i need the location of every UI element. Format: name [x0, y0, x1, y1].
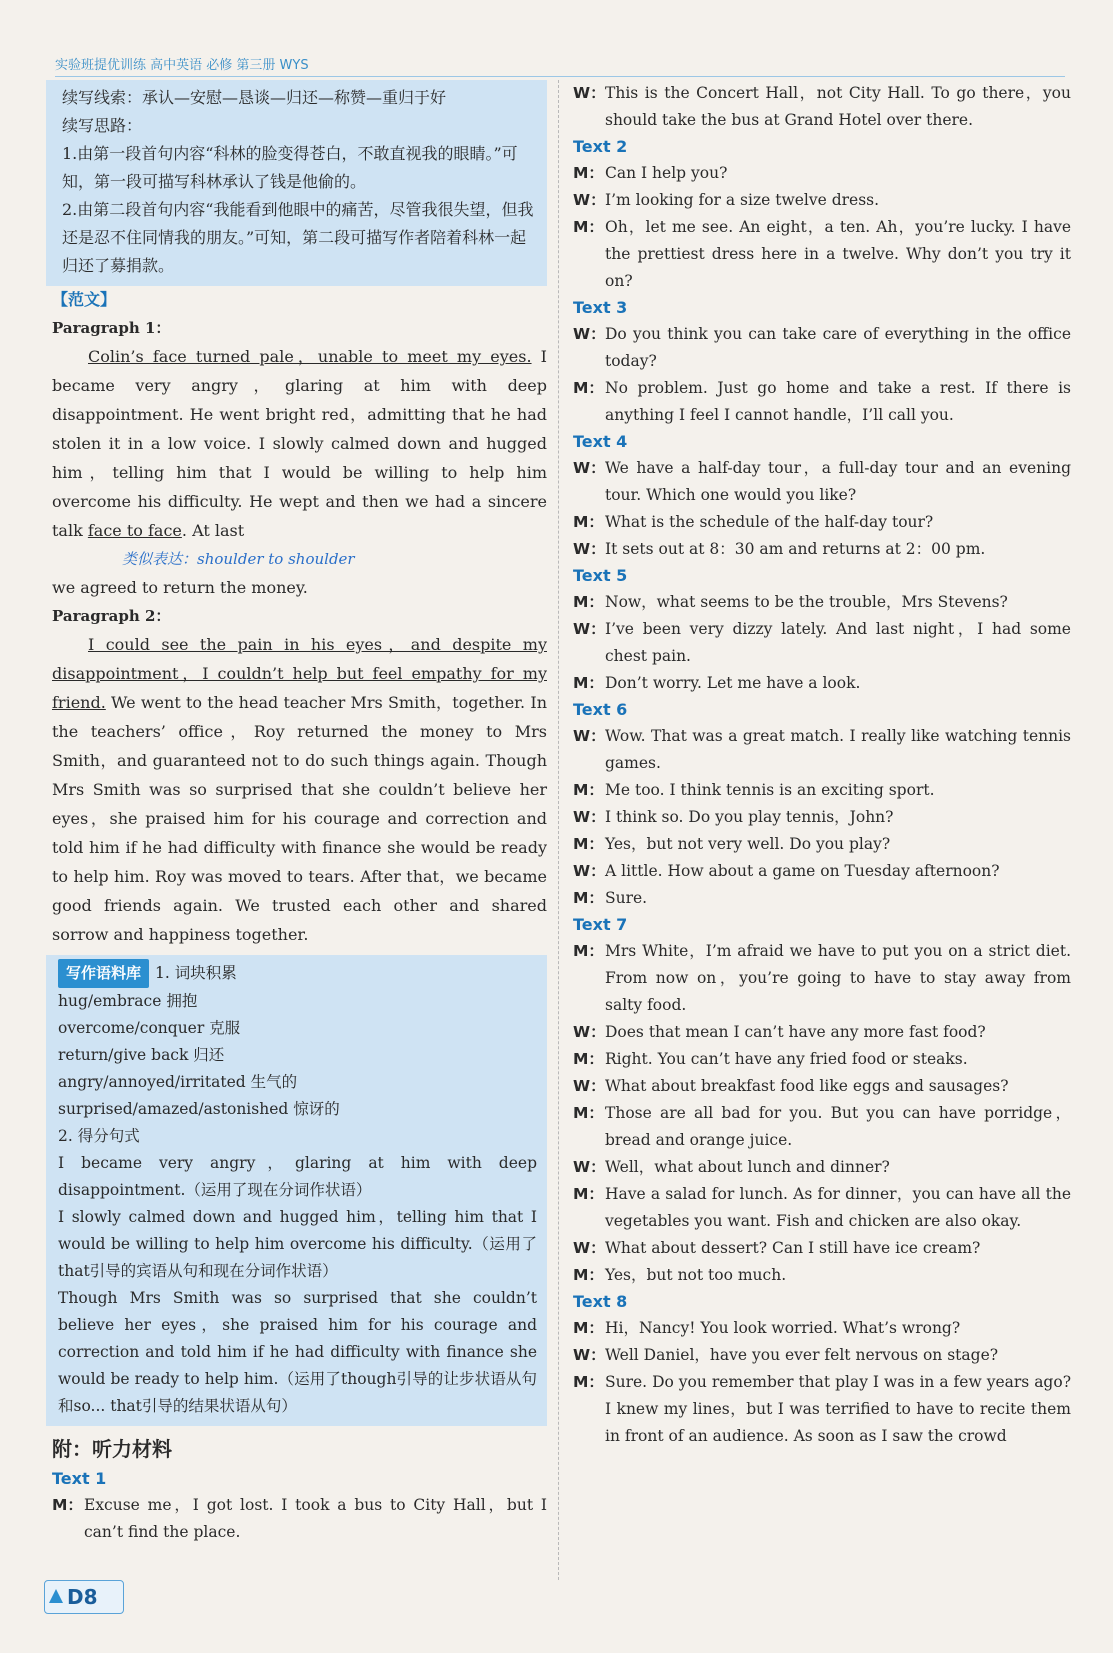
- clue-line: 续写思路：: [62, 116, 143, 135]
- speaker: M：: [573, 164, 604, 182]
- speaker: M：: [573, 593, 604, 611]
- utterance: Well，what about lunch and dinner?: [605, 1158, 890, 1176]
- utterance: Those are all bad for you. But you can have porridge，bread and orange juice.: [605, 1104, 1071, 1149]
- text-title: Text 8: [573, 1292, 628, 1311]
- dialogue-line: [573, 616, 1071, 670]
- dialogue-line: [573, 804, 1071, 831]
- utterance: Sure.: [605, 889, 648, 907]
- speaker: M：: [573, 674, 604, 692]
- text-title: Text 3: [573, 298, 628, 317]
- running-header: 实验班提优训练 高中英语 必修 第三册 WYS: [55, 54, 1065, 77]
- p1-tail: . At last: [181, 521, 245, 540]
- dialogue-line: [573, 187, 1071, 214]
- dialogue-line: [573, 160, 1071, 187]
- dialogue-line: [573, 831, 1071, 858]
- utterance: Can I help you?: [605, 164, 728, 182]
- p1-body: I became very angry，glaring at him with deep disappointment. He went bright red，admitting that he had stolen it in a low voice. I slowly calmed down and hugged him，telling him that I would be willing to help him overcome his difficulty. He wept and then we had a sincere talk: [52, 347, 547, 540]
- utterance: I’ve been very dizzy lately. And last night，I had some chest pain.: [605, 620, 1071, 665]
- utterance: Yes，but not too much.: [605, 1266, 787, 1284]
- paragraph-2-title: Paragraph 2：: [52, 607, 171, 625]
- text-title: Text 4: [573, 432, 628, 451]
- utterance: Sure. Do you remember that play I was in a few years ago? I knew my lines，but I was terrified to have to recite them in front of an audience. As soon as I saw the crowd: [605, 1373, 1071, 1445]
- speaker: W：: [573, 540, 606, 558]
- speaker: W：: [573, 1023, 606, 1041]
- utterance: Right. You can’t have any fried food or steaks.: [605, 1050, 968, 1068]
- speaker: W：: [573, 862, 606, 880]
- utterance: I’m looking for a size twelve dress.: [605, 191, 880, 209]
- dialogue-line: [573, 1315, 1071, 1342]
- paragraph-1: [52, 342, 547, 545]
- dialogue-line: [573, 1181, 1071, 1235]
- utterance: We have a half-day tour，a full-day tour and an evening tour. Which one would you like?: [605, 459, 1071, 504]
- paragraph-1-title: Paragraph 1：: [52, 319, 171, 337]
- text-title: Text 2: [573, 137, 628, 156]
- utterance: Me too. I think tennis is an exciting sport.: [605, 781, 935, 799]
- handwritten-note: 类似表达：shoulder to shoulder: [122, 550, 355, 568]
- utterance: Now，what seems to be the trouble，Mrs Stevens?: [605, 593, 1008, 611]
- speaker: M：: [573, 889, 604, 907]
- dialogue-line: [573, 321, 1071, 375]
- utterance: Oh，let me see. An eight，a ten. Ah，you’re lucky. I have the prettiest dress here in a twelve. Why don’t you try it on?: [605, 218, 1071, 290]
- dialogue-line: [573, 1369, 1071, 1450]
- utterance: I think so. Do you play tennis，John?: [605, 808, 894, 826]
- utterance: Wow. That was a great match. I really like watching tennis games.: [605, 727, 1071, 772]
- dialogue-line: [573, 938, 1071, 1019]
- dialogue-line: [573, 1073, 1071, 1100]
- right-column: [573, 80, 1071, 1450]
- utterance: Does that mean I can’t have any more fast food?: [605, 1023, 986, 1041]
- speaker: W：: [573, 727, 606, 745]
- utterance: Do you think you can take care of everything in the office today?: [605, 325, 1071, 370]
- page-number-badge: [44, 1580, 124, 1614]
- dialogue-line: [573, 1019, 1071, 1046]
- utterance: This is the Concert Hall，not City Hall. To go there，you should take the bus at Grand Hotel over there.: [605, 84, 1071, 129]
- dialogue-line: [573, 1262, 1071, 1289]
- speaker: M：: [573, 218, 604, 236]
- dialogue-line: [573, 723, 1071, 777]
- sentence-item: I became very angry，glaring at him with deep disappointment.（运用了现在分词作状语）: [58, 1154, 537, 1199]
- text-title: Text 7: [573, 915, 628, 934]
- speaker: W：: [573, 1346, 606, 1364]
- utterance: It sets out at 8：30 am and returns at 2：00 pm.: [605, 540, 986, 558]
- utterance: What is the schedule of the half-day tour?: [605, 513, 934, 531]
- speaker: M：: [573, 513, 604, 531]
- utterance: A little. How about a game on Tuesday afternoon?: [605, 862, 1000, 880]
- word-item: overcome/conquer 克服: [58, 1019, 241, 1037]
- dialogue-line: [573, 1100, 1071, 1154]
- dialogue-line: [52, 1492, 547, 1546]
- paragraph-1-end: we agreed to return the money.: [52, 578, 308, 597]
- speaker: W：: [573, 1239, 606, 1257]
- library-heading-2: 2. 得分句式: [58, 1127, 140, 1145]
- word-item: surprised/amazed/astonished 惊讶的: [58, 1100, 340, 1118]
- dialogue-line: [573, 375, 1071, 429]
- utterance: Excuse me，I got lost. I took a bus to City Hall，but I can’t find the place.: [84, 1496, 547, 1541]
- speaker: W：: [573, 325, 606, 343]
- p1-first-sentence: Colin’s face turned pale，unable to meet my eyes.: [88, 347, 532, 366]
- clue-line: 1.由第一段首句内容“科林的脸变得苍白，不敢直视我的眼睛。”可知，第一段可描写科林承认了钱是他偷的。: [62, 144, 518, 191]
- text-title: Text 6: [573, 700, 628, 719]
- speaker: M：: [52, 1496, 83, 1514]
- word-item: hug/embrace 拥抱: [58, 992, 198, 1010]
- p2-first-sentence: I could see the pain in his eyes，and despite my disappointment，I couldn’t help but feel empathy for my friend.: [52, 635, 547, 712]
- library-heading-1: [58, 959, 537, 988]
- dialogue-line: [573, 777, 1071, 804]
- utterance: What about breakfast food like eggs and sausages?: [605, 1077, 1009, 1095]
- appendix-title: 附：听力材料: [52, 1437, 172, 1461]
- clue-line: 2.由第二段首句内容“我能看到他眼中的痛苦，尽管我很失望，但我还是忍不住同情我的朋友。”可知，第二段可描写作者陪着科林一起归还了募捐款。: [62, 200, 534, 275]
- arrow-icon: [49, 1589, 63, 1603]
- speaker: W：: [573, 1158, 606, 1176]
- dialogue-line: [573, 80, 1071, 134]
- paragraph-2: [52, 630, 547, 949]
- speaker: M：: [573, 781, 604, 799]
- utterance: Don’t worry. Let me have a look.: [605, 674, 861, 692]
- dialogue-line: [573, 885, 1071, 912]
- dialogue-line: [573, 670, 1071, 697]
- speaker: W：: [573, 459, 606, 477]
- speaker: M：: [573, 1319, 604, 1337]
- clue-line: 续写线索：承认—安慰—恳谈—归还—称赞—重归于好: [62, 88, 447, 107]
- speaker: M：: [573, 1050, 604, 1068]
- utterance: Have a salad for lunch. As for dinner，you can have all the vegetables you want. Fish and chicken are also okay.: [605, 1185, 1071, 1230]
- utterance: Well Daniel，have you ever felt nervous on stage?: [605, 1346, 999, 1364]
- fanwen-tag: 【范文】: [52, 290, 117, 309]
- clue-box: [46, 80, 547, 286]
- text-1-title: Text 1: [52, 1469, 107, 1488]
- speaker: W：: [573, 191, 606, 209]
- column-divider: [558, 80, 559, 1580]
- word-item: return/give back 归还: [58, 1046, 225, 1064]
- utterance: Mrs White，I’m afraid we have to put you on a strict diet. From now on，you’re going to have to stay away from salty food.: [605, 942, 1071, 1014]
- dialogue-line: [573, 214, 1071, 295]
- speaker: M：: [573, 835, 604, 853]
- library-h1: 1. 词块积累: [155, 964, 237, 982]
- dialogue-line: [573, 589, 1071, 616]
- dialogue-line: [573, 536, 1071, 563]
- sentence-item: I slowly calmed down and hugged him，telling him that I would be willing to help him overcome his difficulty.（运用了that引导的宾语从句和现在分词作状语）: [58, 1208, 537, 1280]
- dialogue-line: [573, 1154, 1071, 1181]
- dialogue-line: [573, 1342, 1071, 1369]
- utterance: What about dessert? Can I still have ice cream?: [605, 1239, 981, 1257]
- dialogue-line: [573, 455, 1071, 509]
- speaker: M：: [573, 379, 604, 397]
- utterance: Yes，but not very well. Do you play?: [605, 835, 891, 853]
- speaker: M：: [573, 1373, 604, 1391]
- p2-body: We went to the head teacher Mrs Smith，together. In the teachers’ office，Roy returned the money to Mrs Smith，and guaranteed not to do such things again. Though Mrs Smith was so surprised that she couldn’t believe her eyes，she praised him for his courage and correction and told him if he had difficulty with finance she would be ready to help him. Roy was moved to tears. After that，we became good friends again. We trusted each other and shared sorrow and happiness together.: [52, 693, 547, 944]
- speaker: M：: [573, 1104, 604, 1122]
- library-tag: 写作语料库: [58, 959, 149, 988]
- dialogue-line: [573, 509, 1071, 536]
- speaker: W：: [573, 84, 606, 102]
- speaker: M：: [573, 942, 604, 960]
- word-item: angry/annoyed/irritated 生气的: [58, 1073, 298, 1091]
- speaker: M：: [573, 1185, 604, 1203]
- dialogue-line: [573, 858, 1071, 885]
- text-title: Text 5: [573, 566, 628, 585]
- p1-phrase: face to face: [87, 521, 182, 540]
- dialogue-line: [573, 1235, 1071, 1262]
- speaker: W：: [573, 808, 606, 826]
- utterance: No problem. Just go home and take a rest. If there is anything I feel I cannot handle，I’ll call you.: [605, 379, 1071, 424]
- writing-library-box: [46, 955, 547, 1426]
- sentence-item: Though Mrs Smith was so surprised that she couldn’t believe her eyes，she praised him for his courage and correction and told him if he had difficulty with finance she would be ready to help him.（运用了though引导的让步状语从句和so... that引导的结果状语从句）: [58, 1289, 537, 1415]
- speaker: M：: [573, 1266, 604, 1284]
- page-number: D8: [67, 1585, 98, 1609]
- utterance: Hi，Nancy! You look worried. What’s wrong?: [605, 1319, 961, 1337]
- dialogue-line: [573, 1046, 1071, 1073]
- speaker: W：: [573, 1077, 606, 1095]
- left-column: [52, 80, 547, 1546]
- speaker: W：: [573, 620, 606, 638]
